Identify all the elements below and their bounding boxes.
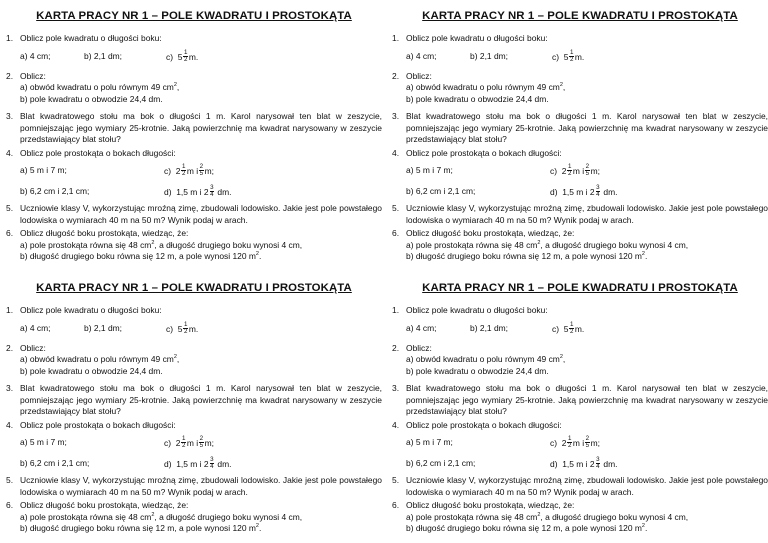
option-c: c) 5 $\frac{1}{2}$ m. (552, 320, 585, 335)
task-2-part-b: b) pole kwadratu o obwodzie 24,4 dm. (406, 365, 549, 376)
task-3 (6, 383, 382, 418)
worksheet-card (392, 281, 768, 537)
worksheet-card (6, 281, 382, 537)
fraction: $\frac{1}{2}$ (183, 48, 188, 63)
task-3 (6, 111, 382, 146)
option-a: a) 5 m i 7 m; (20, 437, 67, 447)
task-text: Oblicz pole kwadratu o długości boku: (406, 33, 548, 43)
fraction: $\frac{3}{4}$ (210, 456, 214, 471)
option-c: c) 5 $\frac{1}{2}$ m. (166, 48, 199, 63)
task-6 (6, 228, 382, 263)
option-a: a) 5 m i 7 m; (406, 437, 453, 447)
task-text: Uczniowie klasy V, wykorzystując mroźną zimę, zbudowali lodowisko. Jakie jest pole powstałego lodowiska o wymiarach 40 m na 50 m? Wynik podaj w arach. (406, 475, 768, 497)
task-4-row-1 (406, 432, 768, 452)
task-6 (392, 500, 768, 535)
option-d: d) 1,5 m i 2 $\frac{3}{4}$ dm. (164, 456, 232, 471)
task-text: Blat kwadratowego stołu ma bok o długości 1 m. Karol narysował ten blat w zeszycie, pomniejszając jego wymiary 25-krotnie. Jaką powierzchnię ma kwadrat narysowany w zeszycie przedstawiający blat stołu? (20, 111, 382, 144)
task-number: 5. (6, 203, 14, 213)
task-text: Oblicz długość boku prostokąta, wiedząc, że: (20, 228, 189, 238)
task-number: 4. (392, 419, 400, 430)
task-1-options (406, 320, 768, 337)
option-a: a) 4 cm; (20, 322, 51, 333)
option-c: c) 2 $\frac{1}{2}$ m i $\frac{2}{5}$ m; (164, 435, 214, 450)
option-c: c) 2 $\frac{1}{2}$ m i $\frac{2}{5}$ m; (164, 163, 214, 178)
fraction: $\frac{1}{2}$ (181, 435, 186, 450)
task-text: Oblicz: (20, 70, 46, 81)
option-b: b) 6,2 cm i 2,1 cm; (20, 458, 90, 468)
task-text: Blat kwadratowego stołu ma bok o długości 1 m. Karol narysował ten blat w zeszycie, pomniejszając jego wymiary 25-krotnie. Jaką powierzchnię ma kwadrat narysowany w zeszycie przedstawiający blat stołu? (406, 111, 768, 144)
task-number: 2. (392, 342, 400, 353)
task-6 (6, 500, 382, 535)
task-number: 3. (392, 111, 400, 121)
task-2-part-a: a) obwód kwadratu o polu równym 49 $cm^2$, (406, 82, 566, 92)
fraction: $\frac{2}{5}$ (585, 435, 590, 450)
task-text: Oblicz: (406, 342, 432, 353)
task-number: 5. (6, 475, 14, 485)
fraction: $\frac{2}{5}$ (199, 435, 204, 450)
task-2 (6, 343, 382, 378)
task-number: 6. (6, 500, 14, 510)
fraction: $\frac{1}{2}$ (567, 163, 572, 178)
fraction: $\frac{1}{2}$ (569, 320, 574, 335)
task-4-row-1 (20, 160, 382, 180)
task-text: Oblicz pole prostokąta o bokach długości: (20, 419, 176, 430)
task-6-part-b: b) długość drugiego boku równa się 12 m, a pole wynosi 120 $m^2$. (20, 523, 262, 533)
task-number: 2. (392, 70, 400, 81)
task-1-options (20, 48, 382, 65)
option-a: a) 4 cm; (406, 322, 437, 333)
option-d: d) 1,5 m i 2 $\frac{3}{4}$ dm. (550, 456, 618, 471)
task-6-part-a: a) pole prostokąta równa się 48 $cm^2$, a długość drugiego boku wynosi 4 cm, (20, 239, 303, 250)
task-4 (392, 148, 768, 202)
worksheet-card (6, 9, 382, 265)
option-b: b) 6,2 cm i 2,1 cm; (20, 186, 90, 196)
task-2-part-b: b) pole kwadratu o obwodzie 24,4 dm. (406, 93, 549, 104)
card-title: KARTA PRACY NR 1 – POLE KWADRATU I PROSTOKĄTA (422, 10, 738, 22)
card-title: KARTA PRACY NR 1 – POLE KWADRATU I PROSTOKĄTA (422, 282, 738, 294)
task-4 (6, 148, 382, 202)
task-2-part-a: a) obwód kwadratu o polu równym 49 $cm^2$, (20, 82, 180, 92)
task-text: Oblicz pole kwadratu o długości boku: (20, 305, 162, 315)
task-2-part-b: b) pole kwadratu o obwodzie 24,4 dm. (20, 93, 163, 104)
task-5 (6, 203, 382, 226)
task-number: 1. (392, 33, 400, 43)
task-number: 1. (6, 33, 14, 43)
option-b: b) 6,2 cm i 2,1 cm; (406, 458, 476, 468)
fraction: $\frac{1}{2}$ (567, 435, 572, 450)
task-number: 3. (6, 383, 14, 393)
option-a: a) 4 cm; (20, 50, 51, 61)
task-4 (392, 420, 768, 474)
task-2 (392, 71, 768, 106)
task-number: 1. (6, 305, 14, 315)
option-b: b) 2,1 dm; (470, 322, 509, 333)
task-number: 1. (392, 305, 400, 315)
task-number: 4. (6, 419, 14, 430)
option-a: a) 5 m i 7 m; (406, 165, 453, 175)
task-text: Blat kwadratowego stołu ma bok o długości 1 m. Karol narysował ten blat w zeszycie, pomniejszając jego wymiary 25-krotnie. Jaką powierzchnię ma kwadrat narysowany w zeszycie przedstawiający blat stołu? (406, 383, 768, 416)
option-b: b) 2,1 dm; (84, 50, 123, 61)
task-number: 6. (6, 228, 14, 238)
task-4-row-1 (406, 160, 768, 180)
card-title: KARTA PRACY NR 1 – POLE KWADRATU I PROSTOKĄTA (36, 10, 352, 22)
task-number: 5. (392, 475, 400, 485)
task-text: Oblicz długość boku prostokąta, wiedząc, że: (20, 500, 189, 510)
card-title: KARTA PRACY NR 1 – POLE KWADRATU I PROSTOKĄTA (36, 282, 352, 294)
task-1 (6, 33, 382, 65)
worksheet-card (392, 9, 768, 265)
task-text: Oblicz pole prostokąta o bokach długości: (406, 419, 562, 430)
task-2-part-a: a) obwód kwadratu o polu równym 49 $cm^2$, (20, 354, 180, 364)
task-text: Oblicz: (406, 70, 432, 81)
fraction: $\frac{3}{4}$ (210, 184, 214, 199)
task-1 (6, 305, 382, 337)
option-a: a) 5 m i 7 m; (20, 165, 67, 175)
fraction: $\frac{2}{5}$ (199, 163, 204, 178)
task-1-options (20, 320, 382, 337)
task-1-options (406, 48, 768, 65)
task-text: Oblicz długość boku prostokąta, wiedząc, że: (406, 500, 575, 510)
task-text: Blat kwadratowego stołu ma bok o długości 1 m. Karol narysował ten blat w zeszycie, pomniejszając jego wymiary 25-krotnie. Jaką powierzchnię ma kwadrat narysowany w zeszycie przedstawiający blat stołu? (20, 383, 382, 416)
task-text: Uczniowie klasy V, wykorzystując mroźną zimę, zbudowali lodowisko. Jakie jest pole powstałego lodowiska o wymiarach 40 m na 50 m? Wynik podaj w arach. (20, 475, 382, 497)
fraction: $\frac{3}{4}$ (596, 456, 600, 471)
task-number: 4. (6, 147, 14, 158)
fraction: $\frac{2}{5}$ (585, 163, 590, 178)
task-number: 2. (6, 342, 14, 353)
fraction: $\frac{3}{4}$ (596, 184, 600, 199)
task-2-part-b: b) pole kwadratu o obwodzie 24,4 dm. (20, 365, 163, 376)
option-b: b) 2,1 dm; (84, 322, 123, 333)
task-text: Oblicz długość boku prostokąta, wiedząc, że: (406, 228, 575, 238)
option-b: b) 2,1 dm; (470, 50, 509, 61)
task-4-row-2 (406, 453, 768, 473)
task-4-row-2 (20, 453, 382, 473)
task-6-part-a: a) pole prostokąta równa się 48 $cm^2$, a długość drugiego boku wynosi 4 cm, (406, 239, 689, 250)
option-c: c) 5 $\frac{1}{2}$ m. (166, 320, 199, 335)
task-6 (392, 228, 768, 263)
task-5 (392, 203, 768, 226)
option-c: c) 2 $\frac{1}{2}$ m i $\frac{2}{5}$ m; (550, 435, 600, 450)
task-2-part-a: a) obwód kwadratu o polu równym 49 $cm^2$, (406, 354, 566, 364)
fraction: $\frac{1}{2}$ (569, 48, 574, 63)
option-d: d) 1,5 m i 2 $\frac{3}{4}$ dm. (550, 184, 618, 199)
task-4 (6, 420, 382, 474)
option-c: c) 2 $\frac{1}{2}$ m i $\frac{2}{5}$ m; (550, 163, 600, 178)
task-text: Uczniowie klasy V, wykorzystując mroźną zimę, zbudowali lodowisko. Jakie jest pole powstałego lodowiska o wymiarach 40 m na 50 m? Wynik podaj w arach. (406, 203, 768, 225)
task-number: 3. (6, 111, 14, 121)
task-number: 5. (392, 203, 400, 213)
task-text: Oblicz: (20, 342, 46, 353)
option-b: b) 6,2 cm i 2,1 cm; (406, 186, 476, 196)
task-text: Oblicz pole prostokąta o bokach długości: (406, 147, 562, 158)
task-text: Oblicz pole prostokąta o bokach długości: (20, 147, 176, 158)
task-5 (6, 475, 382, 498)
option-d: d) 1,5 m i 2 $\frac{3}{4}$ dm. (164, 184, 232, 199)
task-number: 6. (392, 500, 400, 510)
task-1 (392, 305, 768, 337)
task-2 (6, 71, 382, 106)
task-4-row-2 (20, 181, 382, 201)
task-4-row-1 (20, 432, 382, 452)
task-number: 2. (6, 70, 14, 81)
task-text: Oblicz pole kwadratu o długości boku: (20, 33, 162, 43)
task-1 (392, 33, 768, 65)
task-5 (392, 475, 768, 498)
fraction: $\frac{1}{2}$ (183, 320, 188, 335)
task-6-part-a: a) pole prostokąta równa się 48 $cm^2$, a długość drugiego boku wynosi 4 cm, (20, 511, 303, 522)
task-number: 3. (392, 383, 400, 393)
task-6-part-a: a) pole prostokąta równa się 48 $cm^2$, a długość drugiego boku wynosi 4 cm, (406, 511, 689, 522)
task-2 (392, 343, 768, 378)
task-6-part-b: b) długość drugiego boku równa się 12 m, a pole wynosi 120 $m^2$. (406, 251, 648, 261)
task-number: 4. (392, 147, 400, 158)
task-3 (392, 111, 768, 146)
option-c: c) 5 $\frac{1}{2}$ m. (552, 48, 585, 63)
task-3 (392, 383, 768, 418)
fraction: $\frac{1}{2}$ (181, 163, 186, 178)
task-text: Oblicz pole kwadratu o długości boku: (406, 305, 548, 315)
task-text: Uczniowie klasy V, wykorzystując mroźną zimę, zbudowali lodowisko. Jakie jest pole powstałego lodowiska o wymiarach 40 m na 50 m? Wynik podaj w arach. (20, 203, 382, 225)
task-4-row-2 (406, 181, 768, 201)
option-a: a) 4 cm; (406, 50, 437, 61)
task-number: 6. (392, 228, 400, 238)
task-6-part-b: b) długość drugiego boku równa się 12 m, a pole wynosi 120 $m^2$. (406, 523, 648, 533)
task-6-part-b: b) długość drugiego boku równa się 12 m, a pole wynosi 120 $m^2$. (20, 251, 262, 261)
